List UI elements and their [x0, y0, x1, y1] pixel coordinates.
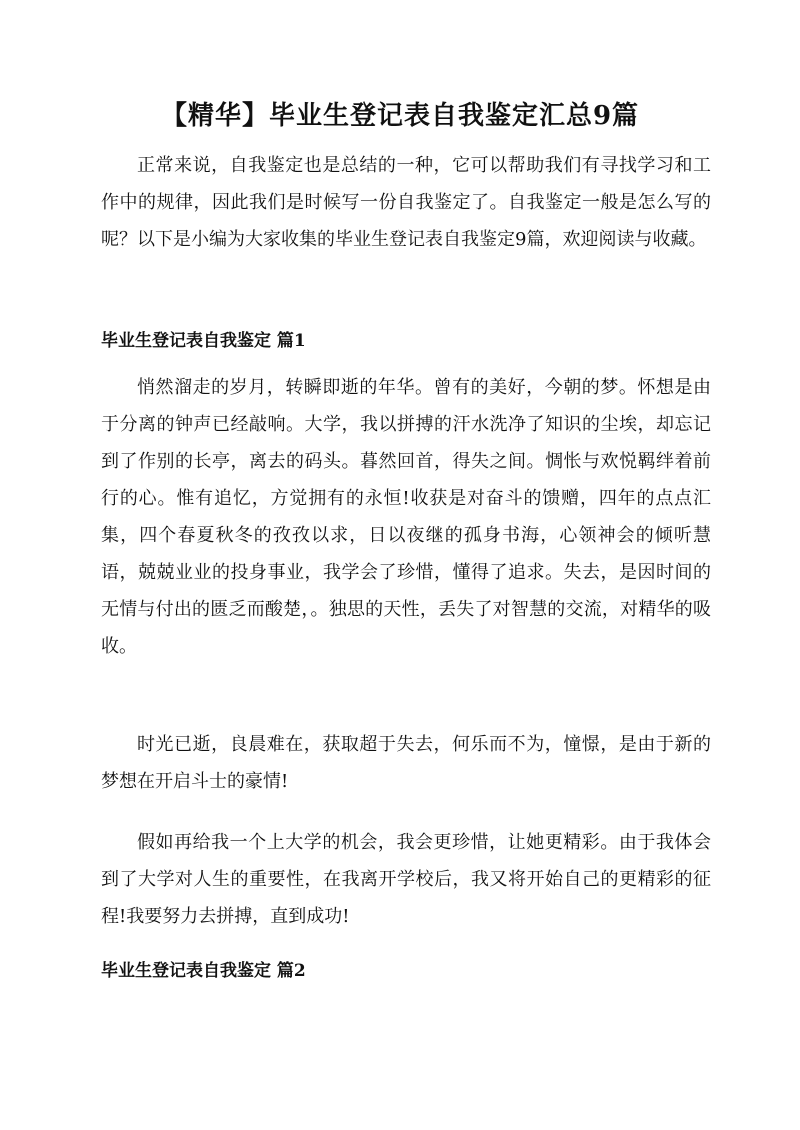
- section-heading-1: 毕业生登记表自我鉴定 篇1: [101, 331, 306, 351]
- section-1-paragraph-3: 假如再给我一个上大学的机会，我会更珍惜，让她更精彩。由于我体会到了大学对人生的重要性，在我离开学校后，我又将开始自己的更精彩的征程!我要努力去拼搏，直到成功!: [101, 832, 711, 927]
- section-1-paragraph-2: 时光已逝，良晨难在，获取超于失去，何乐而不为，憧憬，是由于新的梦想在开启斗士的豪情!: [101, 734, 711, 792]
- page-title: 【精华】毕业生登记表自我鉴定汇总9篇: [160, 101, 640, 131]
- intro-paragraph: 正常来说，自我鉴定也是总结的一种，它可以帮助我们有寻找学习和工作中的规律，因此我们是时候写一份自我鉴定了。自我鉴定一般是怎么写的呢？以下是小编为大家收集的毕业生登记表自我鉴定9篇，欢迎阅读与收藏。: [101, 155, 711, 250]
- section-1-paragraph-1: 悄然溜走的岁月，转瞬即逝的年华。曾有的美好，今朝的梦。怀想是由于分离的钟声已经敲响。大学，我以拼搏的汗水洗净了知识的尘埃，却忘记到了作别的长亭，离去的码头。暮然回首，得失之间。惆怅与欢悦羁绊着前行的心。惟有追忆，方觉拥有的永恒!收获是对奋斗的馈赠，四年的点点汇集，四个春夏秋冬的孜孜以求，日以夜继的孤身书海，心领神会的倾听慧语，兢兢业业的投身事业，我学会了珍惜，懂得了追求。失去，是因时间的无情与付出的匮乏而酸楚，。独思的天性，丢失了对智慧的交流，对精华的吸收。: [101, 377, 711, 657]
- section-heading-2: 毕业生登记表自我鉴定 篇2: [101, 961, 306, 981]
